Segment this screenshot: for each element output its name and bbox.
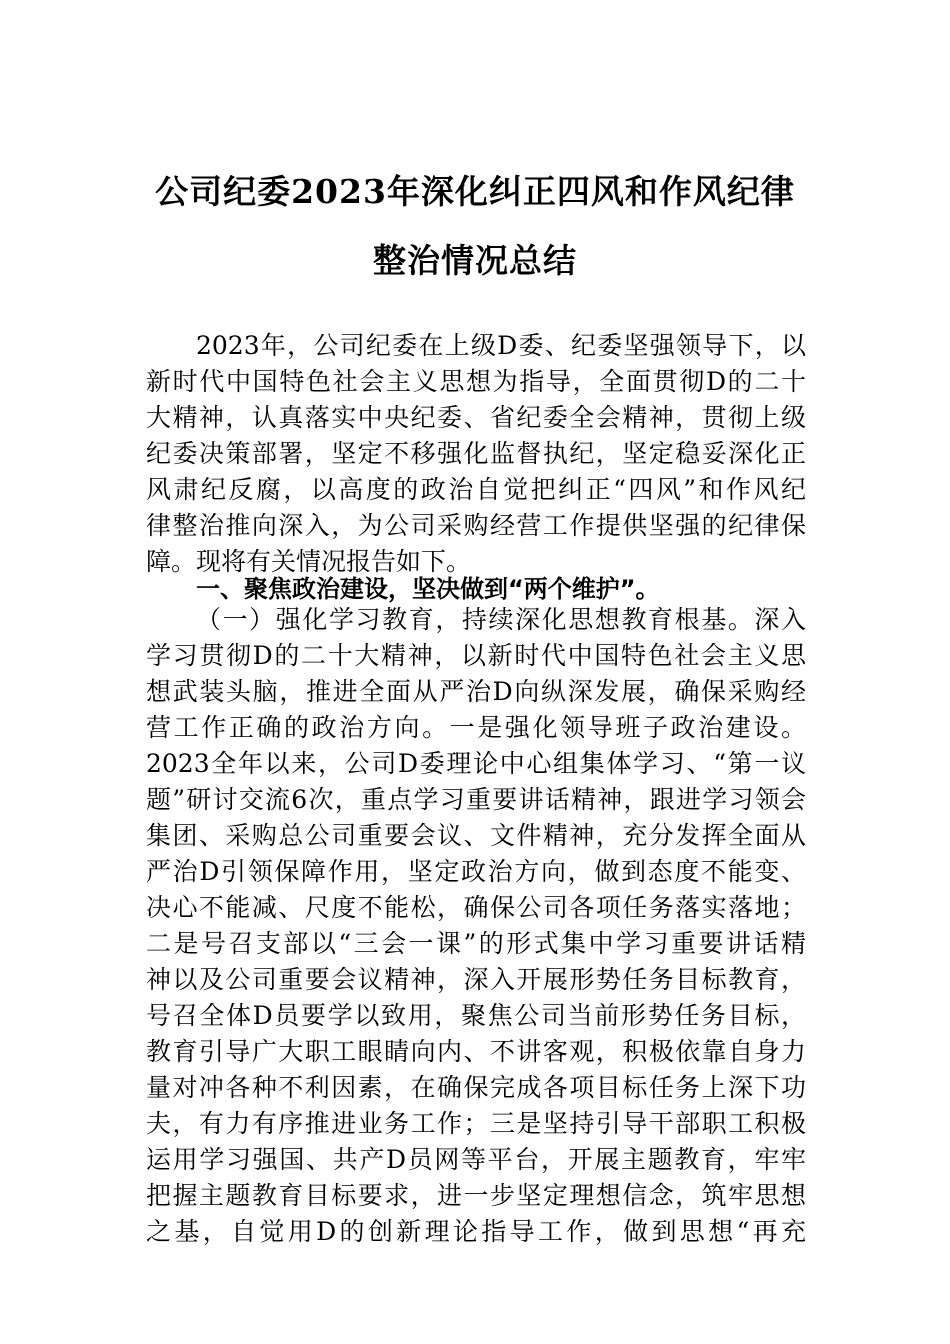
document-title-line-1: 公司纪委2023年深化纠正四风和作风纪律 — [155, 172, 795, 211]
text-line: 题”研讨交流6次，重点学习重要讲话精神，跟进学习领会 — [146, 785, 806, 814]
text-line: 纪委决策部署，坚定不移强化监督执纪，坚定稳妥深化正 — [146, 439, 806, 468]
text-line: 神以及公司重要会议精神，深入开展形势任务目标教育， — [146, 965, 806, 994]
text-line: 营工作正确的政治方向。一是强化领导班子政治建设。 — [146, 713, 806, 742]
text-line: 号召全体D员要学以致用，聚焦公司当前形势任务目标， — [146, 1001, 806, 1030]
text-line: 二是号召支部以“三会一课”的形式集中学习重要讲话精 — [146, 929, 806, 958]
text-line: 把握主题教育目标要求，进一步坚定理想信念，筑牢思想 — [146, 1181, 806, 1210]
text-line: 之基，自觉用D的创新理论指导工作，做到思想“再充 — [146, 1217, 806, 1246]
text-line: 学习贯彻D的二十大精神，以新时代中国特色社会主义思 — [146, 641, 806, 670]
text-line: 严治D引领保障作用，坚定政治方向，做到态度不能变、 — [146, 857, 806, 886]
text-line: 决心不能减、尺度不能松，确保公司各项任务落实落地； — [146, 893, 806, 922]
text-line: （一）强化学习教育，持续深化思想教育根基。深入 — [196, 605, 806, 634]
text-line: 2023全年以来，公司D委理论中心组集体学习、“第一议 — [146, 749, 806, 778]
text-line: 大精神，认真落实中央纪委、省纪委全会精神，贯彻上级 — [146, 403, 806, 432]
text-line: 障。现将有关情况报告如下。 — [146, 547, 472, 576]
document-title-line-2: 整治情况总结 — [373, 241, 577, 280]
text-line: 新时代中国特色社会主义思想为指导，全面贯彻D的二十 — [146, 367, 806, 396]
text-line: 夫，有力有序推进业务工作；三是坚持引导干部职工积极 — [146, 1109, 806, 1138]
text-line: 量对冲各种不利因素，在确保完成各项目标任务上深下功 — [146, 1073, 806, 1102]
text-line: 想武装头脑，推进全面从严治D向纵深发展，确保采购经 — [146, 677, 806, 706]
text-line: 运用学习强国、共产D员网等平台，开展主题教育，牢牢 — [146, 1145, 806, 1174]
text-line: 教育引导广大职工眼睛向内、不讲客观，积极依靠自身力 — [146, 1037, 806, 1066]
text-line: 集团、采购总公司重要会议、文件精神，充分发挥全面从 — [146, 821, 806, 850]
text-line: 律整治推向深入，为公司采购经营工作提供坚强的纪律保 — [146, 511, 806, 540]
text-line: 2023年，公司纪委在上级D委、纪委坚强领导下，以 — [196, 331, 806, 360]
text-line: 风肃纪反腐，以高度的政治自觉把纠正“四风”和作风纪 — [146, 475, 806, 504]
section-heading: 一、聚焦政治建设，坚决做到“两个维护”。 — [196, 575, 660, 603]
